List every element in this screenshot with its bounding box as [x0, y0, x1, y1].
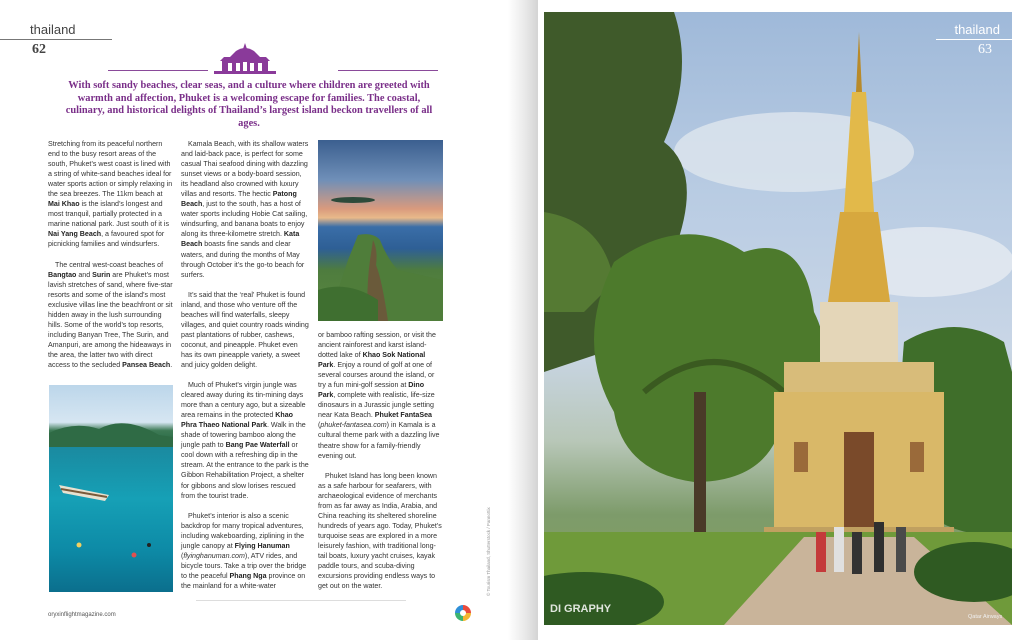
- section-title-left: thailand: [30, 22, 76, 37]
- section-title-right: thailand: [954, 22, 1000, 37]
- paragraph: It’s said that the ‘real’ Phuket is found inland, and those who venture off the beaches will find waterfalls, sleepy villages, and quiet country roads winding past plantations of rubber, cashews, coconut, and pineapple. Phuket even has its own pineapple variety, a sweet and juicy golden delight.: [181, 290, 309, 369]
- paragraph: or bamboo rafting session, or visit the ancient rainforest and karst island-dotted lake of Khao Sok National Park. Enjoy a round of golf at one of several courses around the island, or try a fun mini-golf session at Dino Park, complete with realistic, life-size dinosaurs in a Jurassic jungle setting near Kata Beach. Phuket FantaSea (phuket-fantasea.com) in Kamala is a cultural theme park with a dazzling live theatre show for a family-friendly evening out.: [318, 331, 440, 460]
- temple-illustration: [544, 12, 1012, 625]
- emblem-rule-right: [338, 70, 438, 71]
- right-page-header: [936, 22, 1012, 58]
- article-column-1: [48, 139, 176, 380]
- thai-temple-icon: [214, 43, 276, 75]
- intro-paragraph: With soft sandy beaches, clear seas, and a culture where children are greeted with warmth and affection, Phuket is a welcoming escape for families. The coastal, culinary, and historical delights of Thailand’s largest island beckon travellers of all ages.: [65, 80, 433, 129]
- coastline-sunset-photo: [318, 140, 443, 321]
- photo-credit-vertical: © Tourism Thailand, Shutterstock / Pannottix: [486, 507, 491, 596]
- article-column-3: [318, 330, 443, 601]
- footer-url: oryxinflightmagazine.com: [48, 612, 116, 618]
- header-rule-right: [936, 39, 1012, 40]
- footer-rule: [196, 600, 406, 601]
- emblem-rule-left: [108, 70, 208, 71]
- left-page-header: [0, 22, 112, 58]
- longtail-boat-sea-photo: [49, 385, 173, 592]
- paragraph: Stretching from its peaceful northern end to the busy resort areas of the south, Phuket’s west coast is lined with a string of white-sand beaches ideal for water sports action or simply relaxing in the sea breezes. The 11km beach at Mai Khao is the island’s longest and most tranquil, partially protected in a marine national park. Just south of it is Nai Yang Beach, a favoured spot for picnicking families and windsurfers.: [48, 140, 173, 249]
- paragraph: Kamala Beach, with its shallow waters and laid-back pace, is perfect for some casual Thai seafood dining with dazzling sunset views or a body-board session, its headland also crowned with luxury villas and resorts. The hectic Patong Beach, just to the south, has a host of water sports including Hobie Cat sailing, windsurfing, and banana boats to enjoy along its three-kilometre stretch. Kata Beach boasts fine sands and clear waters, and during the months of May through October it’s the go-to beach for surfers.: [181, 140, 309, 279]
- header-rule-left: [0, 39, 112, 40]
- page-number-left: 62: [32, 42, 46, 57]
- temple-photo: [544, 12, 1012, 625]
- paragraph: The central west-coast beaches of Bangtao and Surin are Phuket’s most lavish stretches of sand, where five-star resorts and some of the island’s most exclusive villas line the beachfront or sit hidden away in the lush surrounding hills. Some of the world’s top resorts, including Banyan Tree, The Surin, and Amanpuri, are among the hideaways in the area, the latter two with direct access to the secluded Pansea Beach.: [48, 260, 173, 369]
- paragraph: Phuket’s interior is also a scenic backdrop for many tropical adventures, including wakeboarding, ziplining in the jungle canopy at Flying Hanuman (flyinghanuman.com), ATV rides, and bicycle tours. Take a trip over the bridge to the peaceful Phang Nga province on the mainland for a white-water: [181, 511, 307, 590]
- photo-credit: Qatar Airways: [968, 614, 1003, 620]
- coastline-illustration: [318, 140, 443, 321]
- photo-watermark: DI GRAPHY: [550, 603, 612, 615]
- article-column-2: [181, 139, 310, 601]
- paragraph: Much of Phuket’s virgin jungle was cleared away during its tin-mining days more than a century ago, but a sizeable area remains in the protected Khao Phra Thaeo National Park. Walk in the shade of towering bamboo along the jungle path to Bang Pae Waterfall or cool down with a refreshing dip in the stream. At the entrance to the park is the Gibbon Rehabilitation Project, a shelter for gibbons and slow lorises rescued from the tourist trade.: [181, 381, 309, 500]
- paragraph: Phuket Island has long been known as a safe harbour for seafarers, with archaeological evidence of merchants from as far away as India, Arabia, and China reaching its sheltered shoreline hundreds of years ago. Today, Phuket’s turquoise seas are explored in a more leisurely fashion, with traditional long-tail boats, luxury yacht cruises, kayak paddle tours, and scuba-diving excursions providing endless ways to get out on the water.: [318, 471, 442, 591]
- page-gutter: [508, 0, 538, 640]
- magazine-logo-icon: [455, 605, 471, 621]
- page-number-right: 63: [978, 42, 992, 57]
- decorative-emblem-bar: [108, 43, 438, 75]
- sea-illustration: [49, 385, 173, 592]
